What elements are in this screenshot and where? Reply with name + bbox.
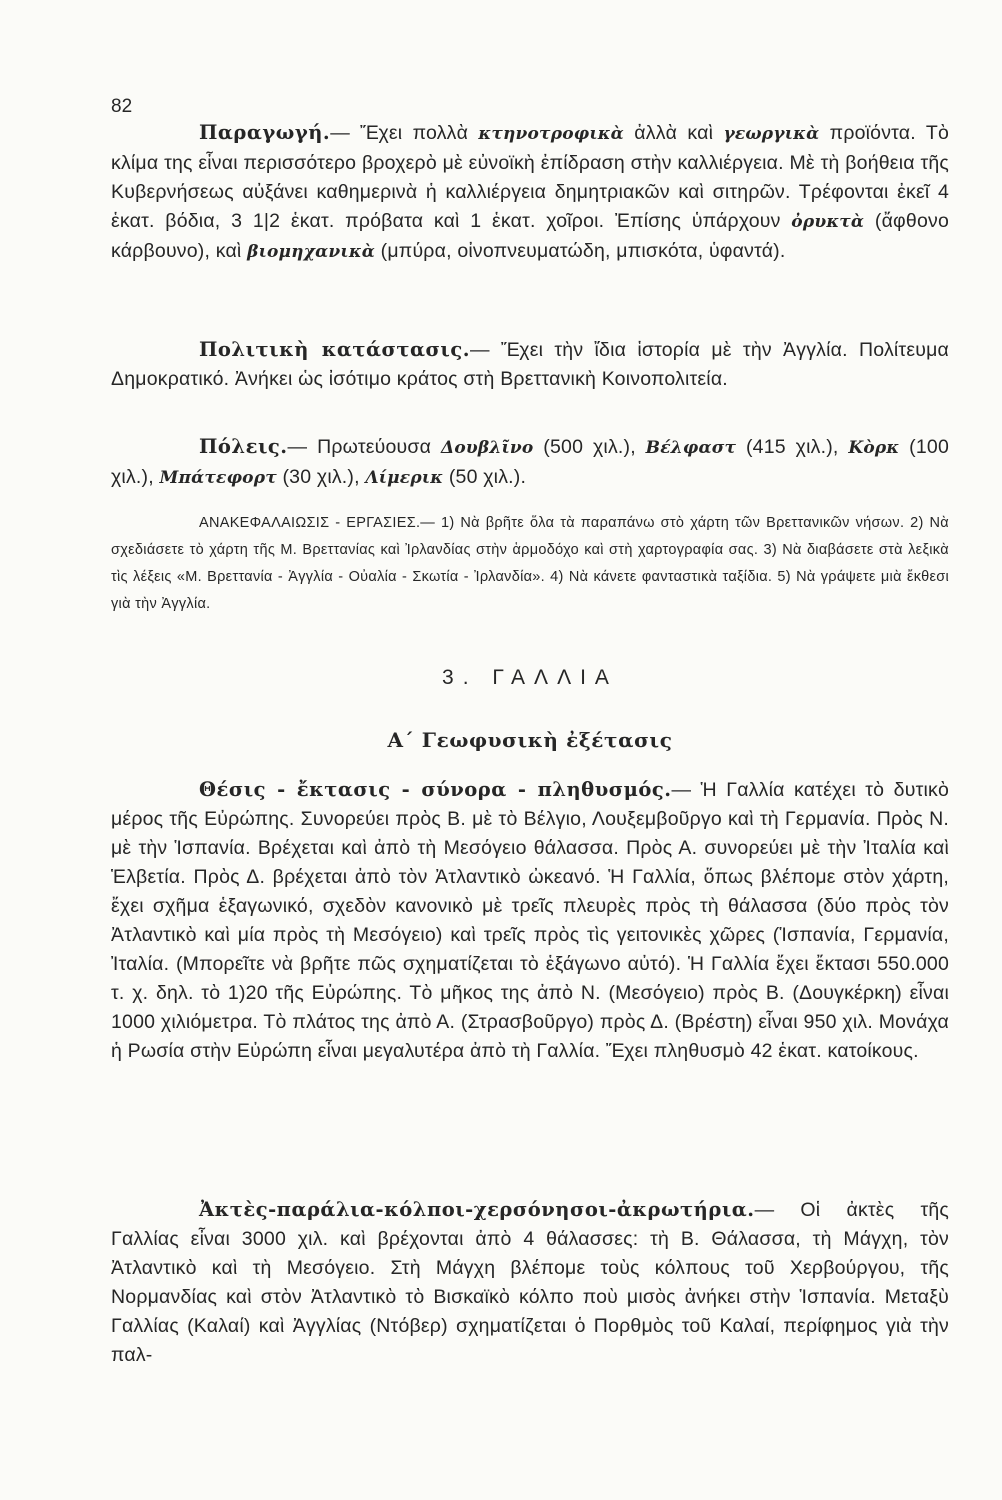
paragraph-production: Παραγωγή.— Ἔχει πολλὰ κτηνοτροφικὰ ἀλλὰ καὶ γεωργικὰ προϊόντα. Τὸ κλίμα της εἶναι περισσότερο βροχερὸ μὲ εὐνοϊκὴ ἐπίδραση στὴν καλλιέργεια. Μὲ τὴ βοήθεια τῆς Κυβερνήσεως αὐξάνει καθημερινὰ ἡ καλλιέργεια δημητριακῶν καὶ σιτηρῶν. Τρέφονται ἐκεῖ 4 ἑκατ. βόδια, 3 1|2 ἑκατ. πρόβατα καὶ 1 ἑκατ. χοῖροι. Ἐπίσης ὑπάρχουν ὀρυκτὰ (ἄφθονο κάρβουνο), καὶ βιομηχανικὰ (μπύρα, οἰνοπνευματώδη, μπισκότα, ὑφαντά). [111, 121, 949, 262]
heading-production: Παραγωγή. [199, 121, 331, 144]
heading-coasts: Ἀκτὲς-παράλια-κόλποι-χερσόνησοι-ἀκρωτήρια. [199, 1198, 755, 1221]
paragraph-position: Θέσις - ἔκτασις - σύνορα - πληθυσμός.— Ἡ Γαλλία κατέχει τὸ δυτικὸ μέρος τῆς Εὐρώπης. Συνορεύει πρὸς Β. μὲ τὸ Βέλγιο, Λουξεμβοῦργο καὶ τὴ Γερμανία. Πρὸς Ν. μὲ τὴν Ἱσπανία. Βρέχεται καὶ ἀπὸ τὴ Μεσόγειο θάλασσα. Πρὸς Α. συνορεύει μὲ τὴν Ἰταλία καὶ Ἑλβετία. Πρὸς Δ. βρέχεται ἀπὸ τὸν Ἀτλαντικὸ ὠκεανό. Ἡ Γαλλία, ὅπως βλέπομε στὸν χάρτη, ἔχει σχῆμα ἑξαγωνικό, σχεδὸν κανονικὸ μὲ τρεῖς πλευρὲς πρὸς τὴ θάλασσα (δύο πρὸς τὸν Ἀτλαντικὸ καὶ μία πρὸς τὴ Μεσόγειο) καὶ τρεῖς πρὸς τὶς γειτονικὲς χῶρες (Ἱσπανία, Γερμανία, Ἰταλία. (Μπορεῖτε νὰ βρῆτε πῶς σχηματίζεται τὸ ἑξάγωνο αὐτό). Ἡ Γαλλία ἔχει ἔκτασι 550.000 τ. χ. δηλ. τὸ 1)20 τῆς Εὐρώπης. Τὸ μῆκος της ἀπὸ Ν. (Μεσόγειο) πρὸς Β. (Δουγκέρκη) εἶναι 1000 χιλιόμετρα. Τὸ πλάτος της ἀπὸ Α. (Στρασβοῦργο) πρὸς Δ. (Βρέστη) εἶναι 950 χιλ. Μονάχα ἡ Ρωσία στὴν Εὐρώπη εἶναι μεγαλυτέρα ἀπὸ τὴ Γαλλία. Ἔχει πληθυσμὸ 42 ἑκατ. κατοίκους. [111, 778, 950, 1062]
chapter-title: 3. ΓΑΛΛΙΑ [442, 666, 618, 689]
paragraph-exercises: ΑΝΑΚΕΦΑΛΑΙΩΣΙΣ - ΕΡΓΑΣΙΕΣ.— 1) Νὰ βρῆτε ὅλα τὰ παραπάνω στὸ χάρτη τῶν Βρεττανικῶν νήσων. 2) Νὰ σχεδιάσετε τὸ χάρτη τῆς Μ. Βρεττανίας καὶ Ἰρλανδίας στὴν ἁρμοδόχο καὶ στὴ χαρτογραφία σας. 3) Νὰ διαβάσετε στὰ λεξικὰ τὶς λέξεις «Μ. Βρεττανία - Ἀγγλία - Οὐαλία - Σκωτία - Ἰρλανδία». 4) Νὰ κάνετε φανταστικὰ ταξίδια. 5) Νὰ γράψετε μιὰ ἔκθεσι γιὰ τὴν Ἀγγλία. [111, 515, 949, 612]
paragraph-cities: Πόλεις.— Πρωτεύουσα Δουβλῖνο (500 χιλ.), Βέλφαστ (415 χιλ.), Κὸρκ (100 χιλ.), Μπάτεφορτ (30 χιλ.), Λίμερικ (50 χιλ.). [111, 435, 950, 488]
paragraph-coasts: Ἀκτὲς-παράλια-κόλποι-χερσόνησοι-ἀκρωτήρια.— Οἱ ἀκτὲς τῆς Γαλλίας εἶναι 3000 χιλ. καὶ βρέχονται ἀπὸ 4 θάλασσες: τὴ Β. Θάλασσα, τὴ Μάγχη, τὸν Ἀτλαντικὸ καὶ τὴ Μεσόγειο. Στὴ Μάγχη βλέπομε τοὺς κόλπους τοῦ Χερβούργου, τῆς Νορμανδίας καὶ στὸν Ἀτλαντικὸ τὸ Βισκαϊκὸ κόλπο ποὺ μισὸς ἀνήκει στὴν Ἱσπανία. Μεταξὺ Γαλλίας (Καλαί) καὶ Ἀγγλίας (Ντόβερ) σχηματίζεται ὁ Πορθμὸς τοῦ Καλαί, περίφημος γιὰ τὴν παλ- [111, 1198, 949, 1366]
heading-politics: Πολιτικὴ κατάστασις. [199, 338, 471, 361]
heading-position: Θέσις - ἔκτασις - σύνορα - πληθυσμός. [199, 778, 672, 801]
section-title: Α΄ Γεωφυσικὴ ἐξέτασις [387, 728, 673, 752]
paragraph-politics: Πολιτικὴ κατάστασις.— Ἔχει τὴν ἴδια ἱστορία μὲ τὴν Ἀγγλία. Πολίτευμα Δημοκρατικό. Ἀνήκει ὡς ἰσότιμο κράτος στὴ Βρεττανικὴ Κοινοπολιτεία. [111, 338, 949, 390]
page-number: 82 [111, 96, 133, 117]
heading-cities: Πόλεις. [199, 435, 288, 458]
